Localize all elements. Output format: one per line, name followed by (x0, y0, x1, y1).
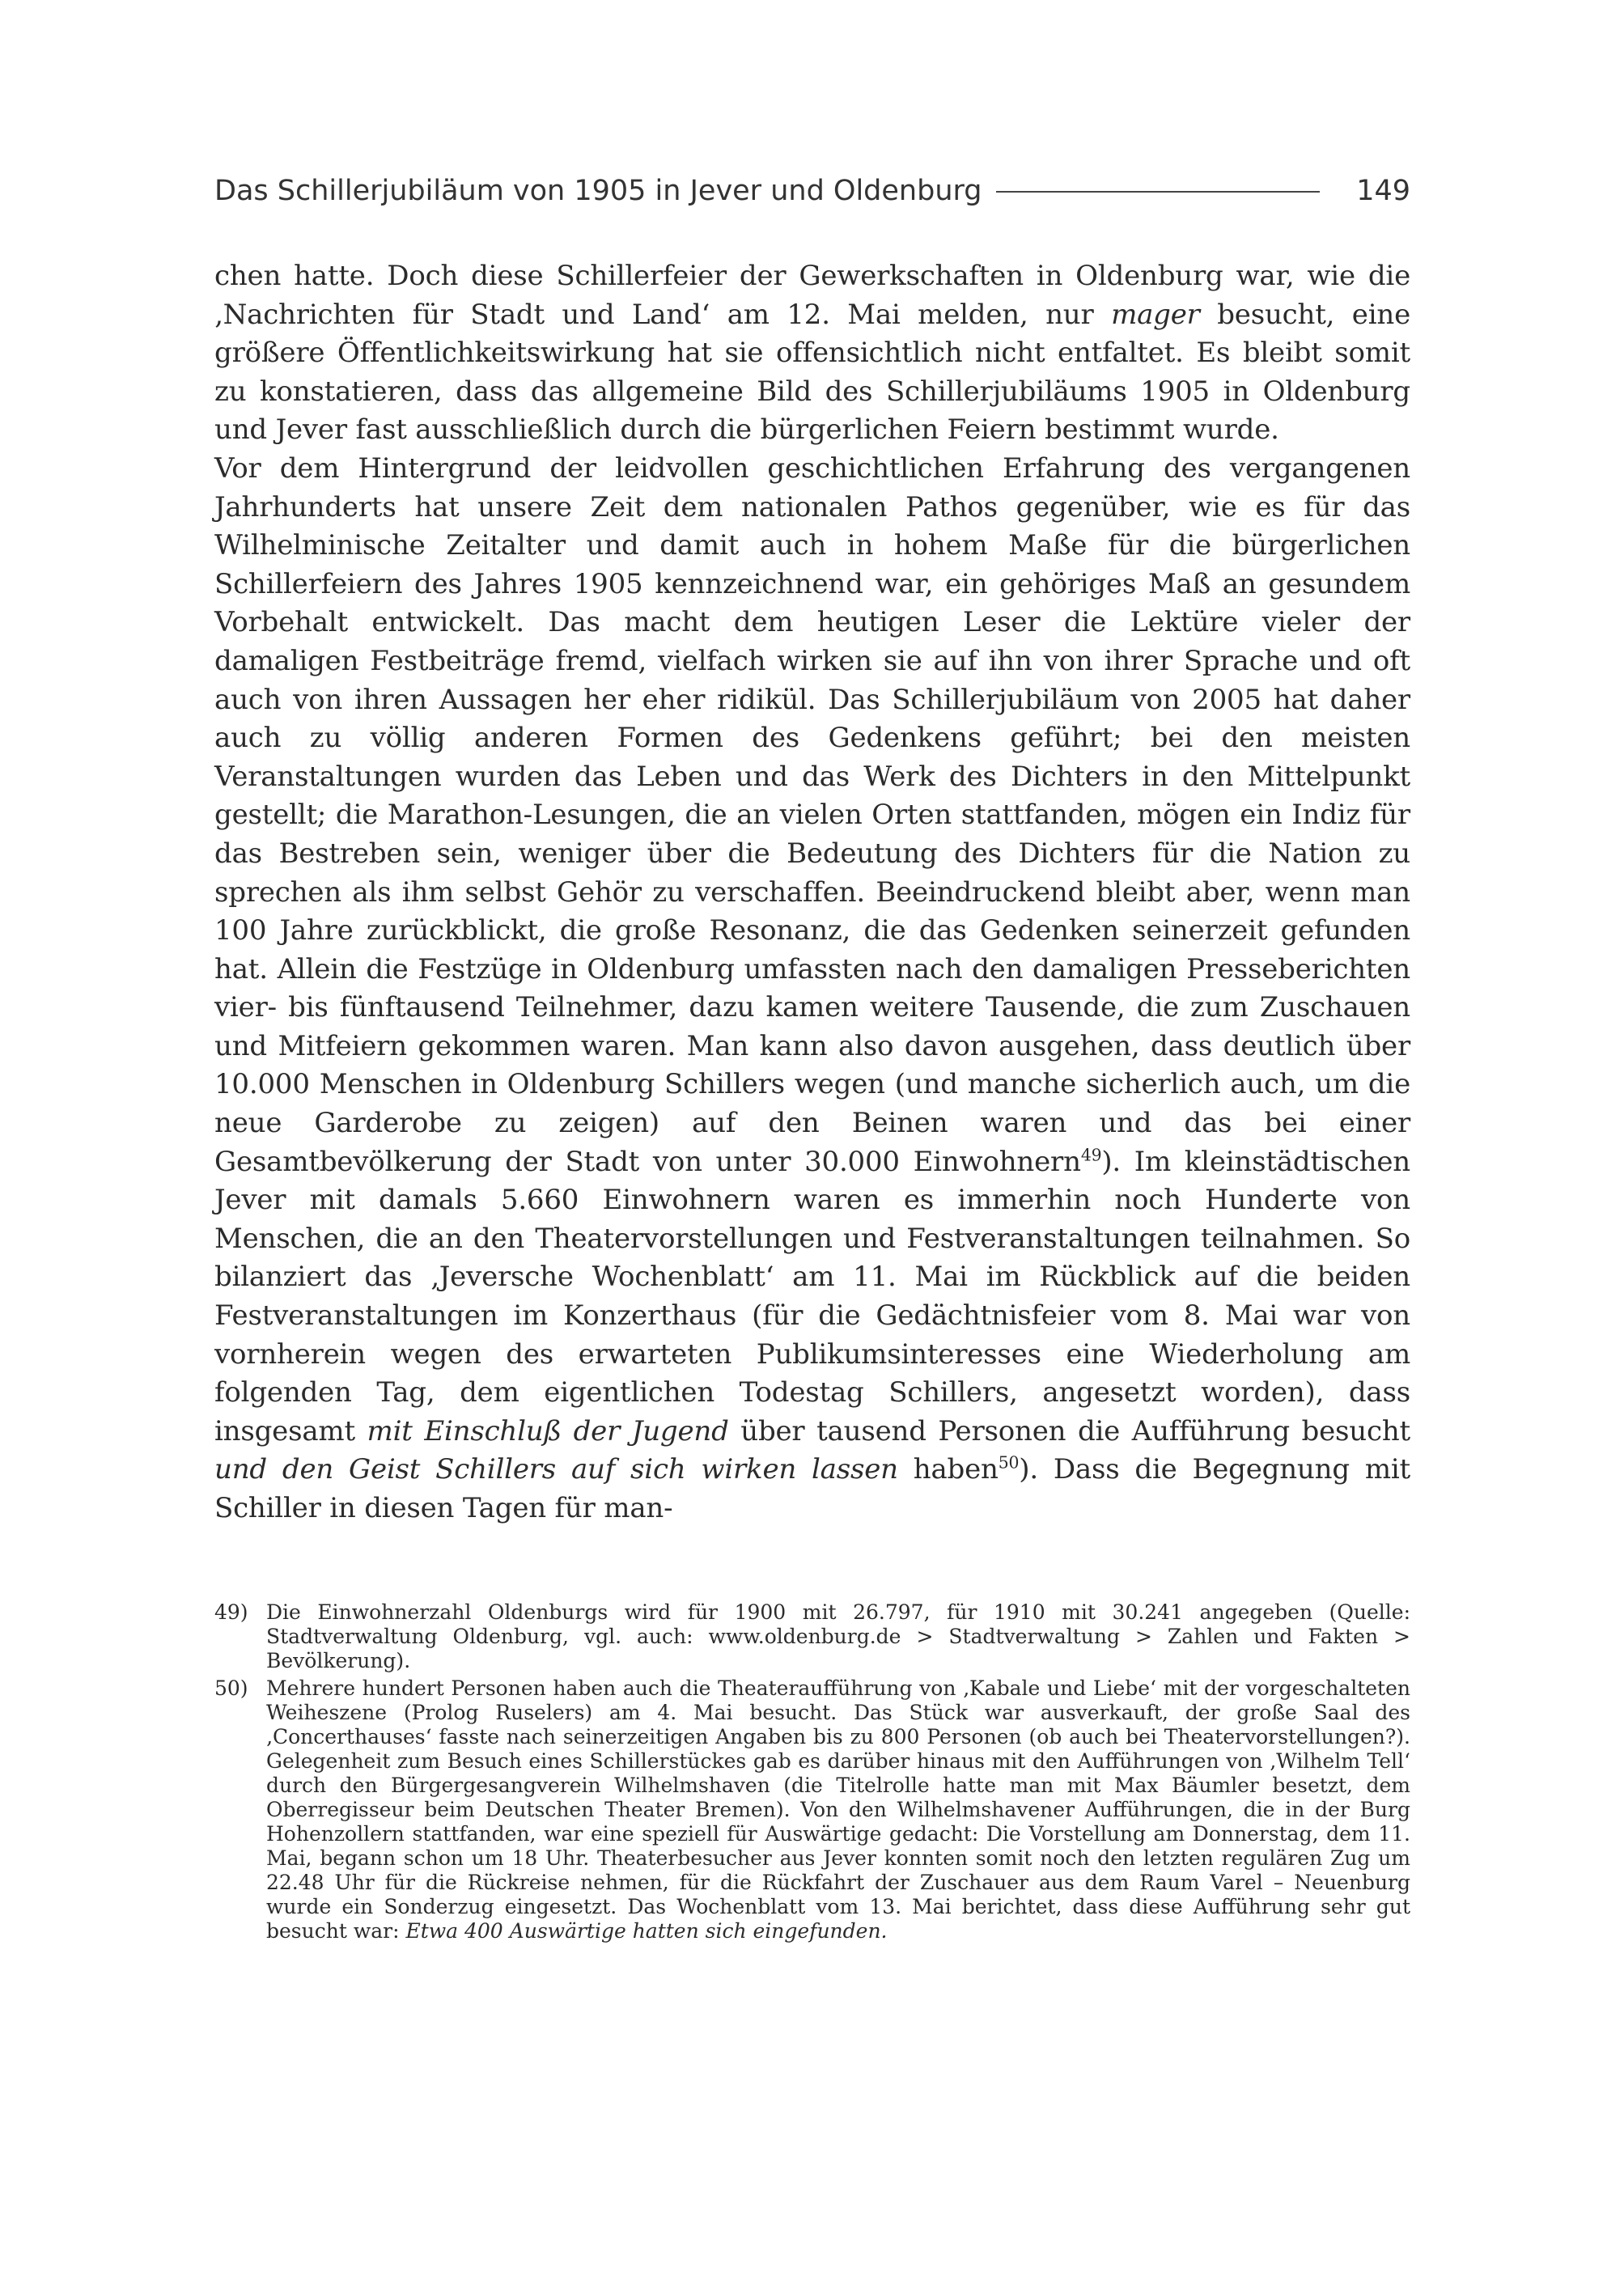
footnote-number: 49) (214, 1600, 248, 1624)
running-title: Das Schillerjubiläum von 1905 in Jever und Oldenburg (214, 175, 982, 207)
page-number: 149 (1356, 175, 1410, 207)
footnote-ref-50[interactable]: 50 (998, 1453, 1020, 1473)
footnotes (214, 1600, 1410, 1947)
paragraph-1: chen hatte. Doch diese Schillerfeier der Gewerkschaften in Oldenburg war, wie die ‚Nachrichten für Stadt und Land‘ am 12. Mai melden, nur mager besucht, eine größere Öffentlichkeitswirkung hat sie offensichtlich nicht entfaltet. Es bleibt somit zu konstatieren, dass das allgemeine Bild des Schillerjubiläums 1905 in Oldenburg und Jever fast ausschließlich durch die bürgerlichen Feiern bestimmt wurde. (214, 260, 1410, 447)
footnote-emphasis: Etwa 400 Auswärtige hatten sich eingefunden. (405, 1919, 888, 1943)
header-rule (996, 191, 1320, 193)
main-text (214, 257, 1410, 1528)
emphasis: und den Geist Schillers auf sich wirken lassen (214, 1453, 898, 1486)
footnote-number: 50) (214, 1676, 248, 1700)
emphasis: mager (1111, 298, 1200, 331)
running-header (214, 170, 1410, 212)
footnote-text: Mehrere hundert Personen haben auch die Theateraufführung von ‚Kabale und Liebe‘ mit der vorgeschalteten Weiheszene (Prolog Ruselers) am 4. Mai besucht. Das Stück war ausverkauft, der große Saal des ‚Concerthauses‘ fasste nach seinerzeitigen Angaben bis zu 800 Personen (ob auch bei Theatervorstellungen?). Gelegenheit zum Besuch eines Schillerstückes gab es darüber hinaus mit den Aufführungen von ‚Wilhelm Tell‘ durch den Bürgergesangverein Wilhelmshaven (die Titelrolle hatte man mit Max Bäumler besetzt, dem Oberregisseur beim Deutschen Theater Bremen). Von den Wilhelmshavener Aufführungen, die in der Burg Hohenzollern stattfanden, war eine speziell für Auswärtige gedacht: Die Vorstellung am Donnerstag, dem 11. Mai, begann schon um 18 Uhr. Theaterbesucher aus Jever konnten somit noch den letzten regulären Zug um 22.48 Uhr für die Rückreise nehmen, für die Rückfahrt der Zuschauer aus dem Raum Varel – Neuenburg wurde ein Sonderzug eingesetzt. Das Wochenblatt vom 13. Mai berichtet, dass diese Aufführung sehr gut besucht war: (266, 1676, 1410, 1943)
footnote-ref-49[interactable]: 49 (1080, 1145, 1102, 1165)
emphasis: mit Einschluß der Jugend (367, 1414, 729, 1447)
footnote-50 (214, 1676, 1410, 1943)
footnote-text: Die Einwohnerzahl Oldenburgs wird für 1900 mit 26.797, für 1910 mit 30.241 angegeben (Quelle: Stadtverwaltung Oldenburg, vgl. auch: www.oldenburg.de > Stadtverwaltung > Zahlen und Fakten > Bevölkerung). (266, 1600, 1410, 1672)
footnote-49 (214, 1600, 1410, 1673)
paragraph-2: Vor dem Hintergrund der leidvollen geschichtlichen Erfahrung des vergangenen Jahrhunderts hat unsere Zeit dem nationalen Pathos gegenüber, wie es für das Wilhelminische Zeitalter und damit auch in hohem Maße für die bürgerlichen Schillerfeiern des Jahres 1905 kennzeichnend war, ein gehöriges Maß an gesundem Vorbehalt entwickelt. Das macht dem heutigen Leser die Lektüre vieler der damaligen Festbeiträge fremd, vielfach wirken sie auf ihn von ihrer Sprache und oft auch von ihren Aussagen her eher ridikül. Das Schillerjubiläum von 2005 hat daher auch zu völlig anderen Formen des Gedenkens geführt; bei den meisten Veranstaltungen wurden das Leben und das Werk des Dichters in den Mittelpunkt gestellt; die Marathon-Lesungen, die an vielen Orten stattfanden, mögen ein Indiz für das Bestreben sein, weniger über die Bedeutung des Dichters für die Nation zu sprechen als ihm selbst Gehör zu verschaffen. Beeindruckend bleibt aber, wenn man 100 Jahre zurückblickt, die große Resonanz, die das Gedenken seinerzeit gefunden hat. Allein die Festzüge in Oldenburg umfassten nach den damaligen Presseberichten vier- bis fünftausend Teilnehmer, dazu kamen weitere Tausende, die zum Zuschauen und Mitfeiern gekommen waren. Man kann also davon ausgehen, dass deutlich über 10.000 Menschen in Oldenburg Schillers wegen (und manche sicherlich auch, um die neue Garderobe zu zeigen) auf den Beinen waren und das bei einer Gesamtbevölkerung der Stadt von unter 30.000 Einwohnern$^{49}$). Im kleinstädtischen Jever mit damals 5.660 Einwohnern waren es immerhin noch Hunderte von Menschen, die an den Theatervorstellungen und Festveranstaltungen teilnahmen. So bilanziert das ‚Jeversche Wochenblatt‘ am 11. Mai im Rückblick auf die beiden Festveranstaltungen im Konzerthaus (für die Gedächtnisfeier vom 8. Mai war von vornherein wegen des erwarteten Publikumsinteresses eine Wiederholung am folgenden Tag, dem eigentlichen Todestag Schillers, angesetzt worden), dass insgesamt mit Einschluß der Jugend über tausend Personen die Aufführung besucht und den Geist Schillers auf sich wirken lassen haben$^{50}$). Dass die Begegnung mit Schiller in diesen Tagen für man- (214, 451, 1411, 1524)
